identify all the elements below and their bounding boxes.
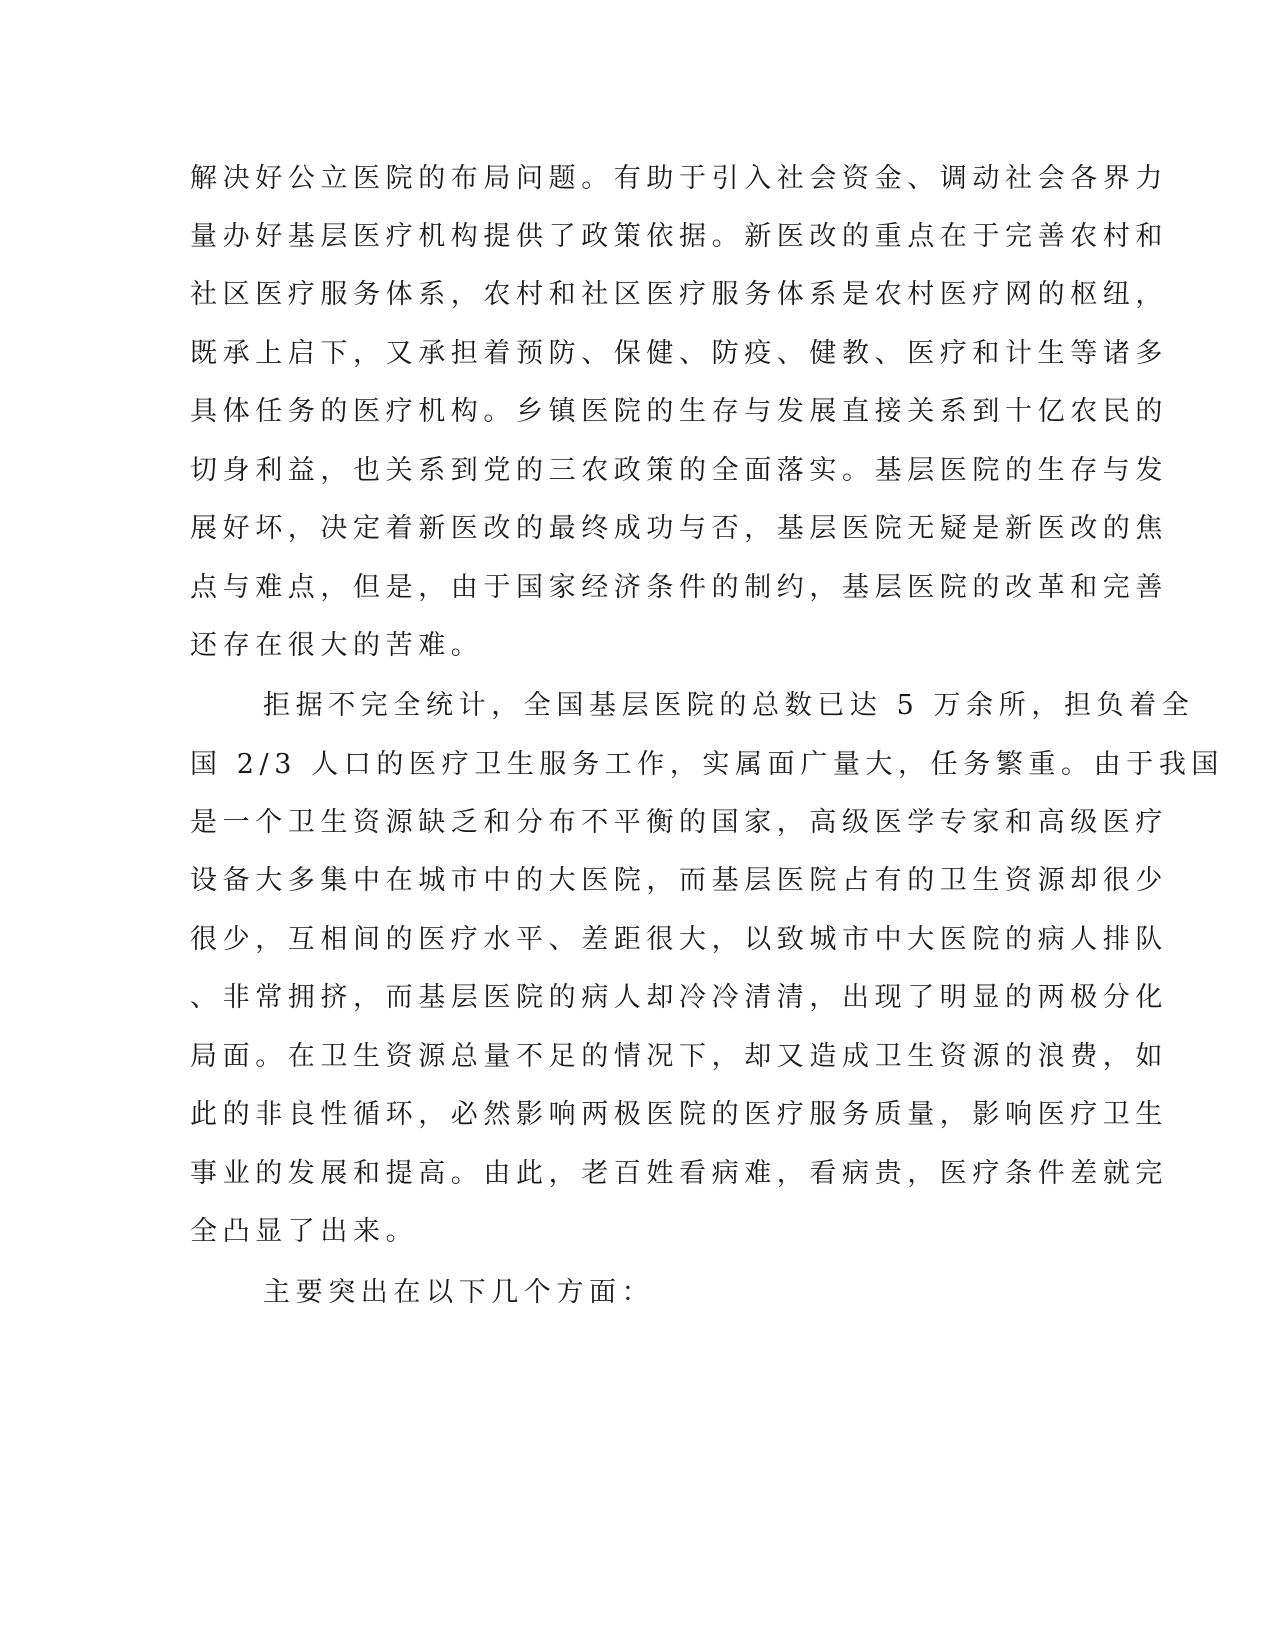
paragraph-2-line-3: 是一个卫生资源缺乏和分布不平衡的国家，高级医学专家和高级医疗 [190, 807, 1168, 838]
paragraph-2-line-6: 、非常拥挤，而基层医院的病人却冷冷清清，出现了明显的两极分化 [190, 982, 1168, 1013]
paragraph-2-line-10: 全凸显了出来。 [190, 1216, 419, 1247]
paragraph-1-line-4: 既承上启下，又承担着预防、保健、防疫、健教、医疗和计生等诸多 [190, 338, 1168, 369]
paragraph-2-line-5: 很少，互相间的医疗水平、差距很大，以致城市中大医院的病人排队 [190, 924, 1168, 955]
paragraph-1-line-3: 社区医疗服务体系，农村和社区医疗服务体系是农村医疗网的枢纽， [190, 279, 1168, 310]
paragraph-1-line-6: 切身利益，也关系到党的三农政策的全面落实。基层医院的生存与发 [190, 455, 1168, 486]
paragraph-1-line-2: 量办好基层医疗机构提供了政策依据。新医改的重点在于完善农村和 [190, 221, 1168, 252]
paragraph-1-line-9: 还存在很大的苦难。 [190, 630, 484, 661]
paragraph-2-line-8: 此的非良性循环，必然影响两极医院的医疗服务质量，影响医疗卫生 [190, 1099, 1168, 1130]
paragraph-2-line-4: 设备大多集中在城市中的大医院，而基层医院占有的卫生资源却很少 [190, 865, 1168, 896]
paragraph-1-line-5: 具体任务的医疗机构。乡镇医院的生存与发展直接关系到十亿农民的 [190, 396, 1168, 427]
paragraph-2-line-2: 国 2/3 人口的医疗卫生服务工作，实属面广量大，任务繁重。由于我国 [190, 749, 1225, 780]
paragraph-2-line-1: 拒据不完全统计，全国基层医院的总数已达 5 万余所，担负着全 [263, 690, 1195, 721]
paragraph-2-line-7: 局面。在卫生资源总量不足的情况下，却又造成卫生资源的浪费，如 [190, 1041, 1168, 1072]
paragraph-3-line-1: 主要突出在以下几个方面： [263, 1277, 655, 1308]
paragraph-1-line-8: 点与难点，但是，由于国家经济条件的制约，基层医院的改革和完善 [190, 572, 1168, 603]
paragraph-2-line-9: 事业的发展和提高。由此，老百姓看病难，看病贵，医疗条件差就完 [190, 1158, 1168, 1189]
paragraph-1-line-1: 解决好公立医院的布局问题。有助于引入社会资金、调动社会各界力 [190, 163, 1168, 194]
paragraph-1-line-7: 展好坏，决定着新医改的最终成功与否，基层医院无疑是新医改的焦 [190, 513, 1168, 544]
